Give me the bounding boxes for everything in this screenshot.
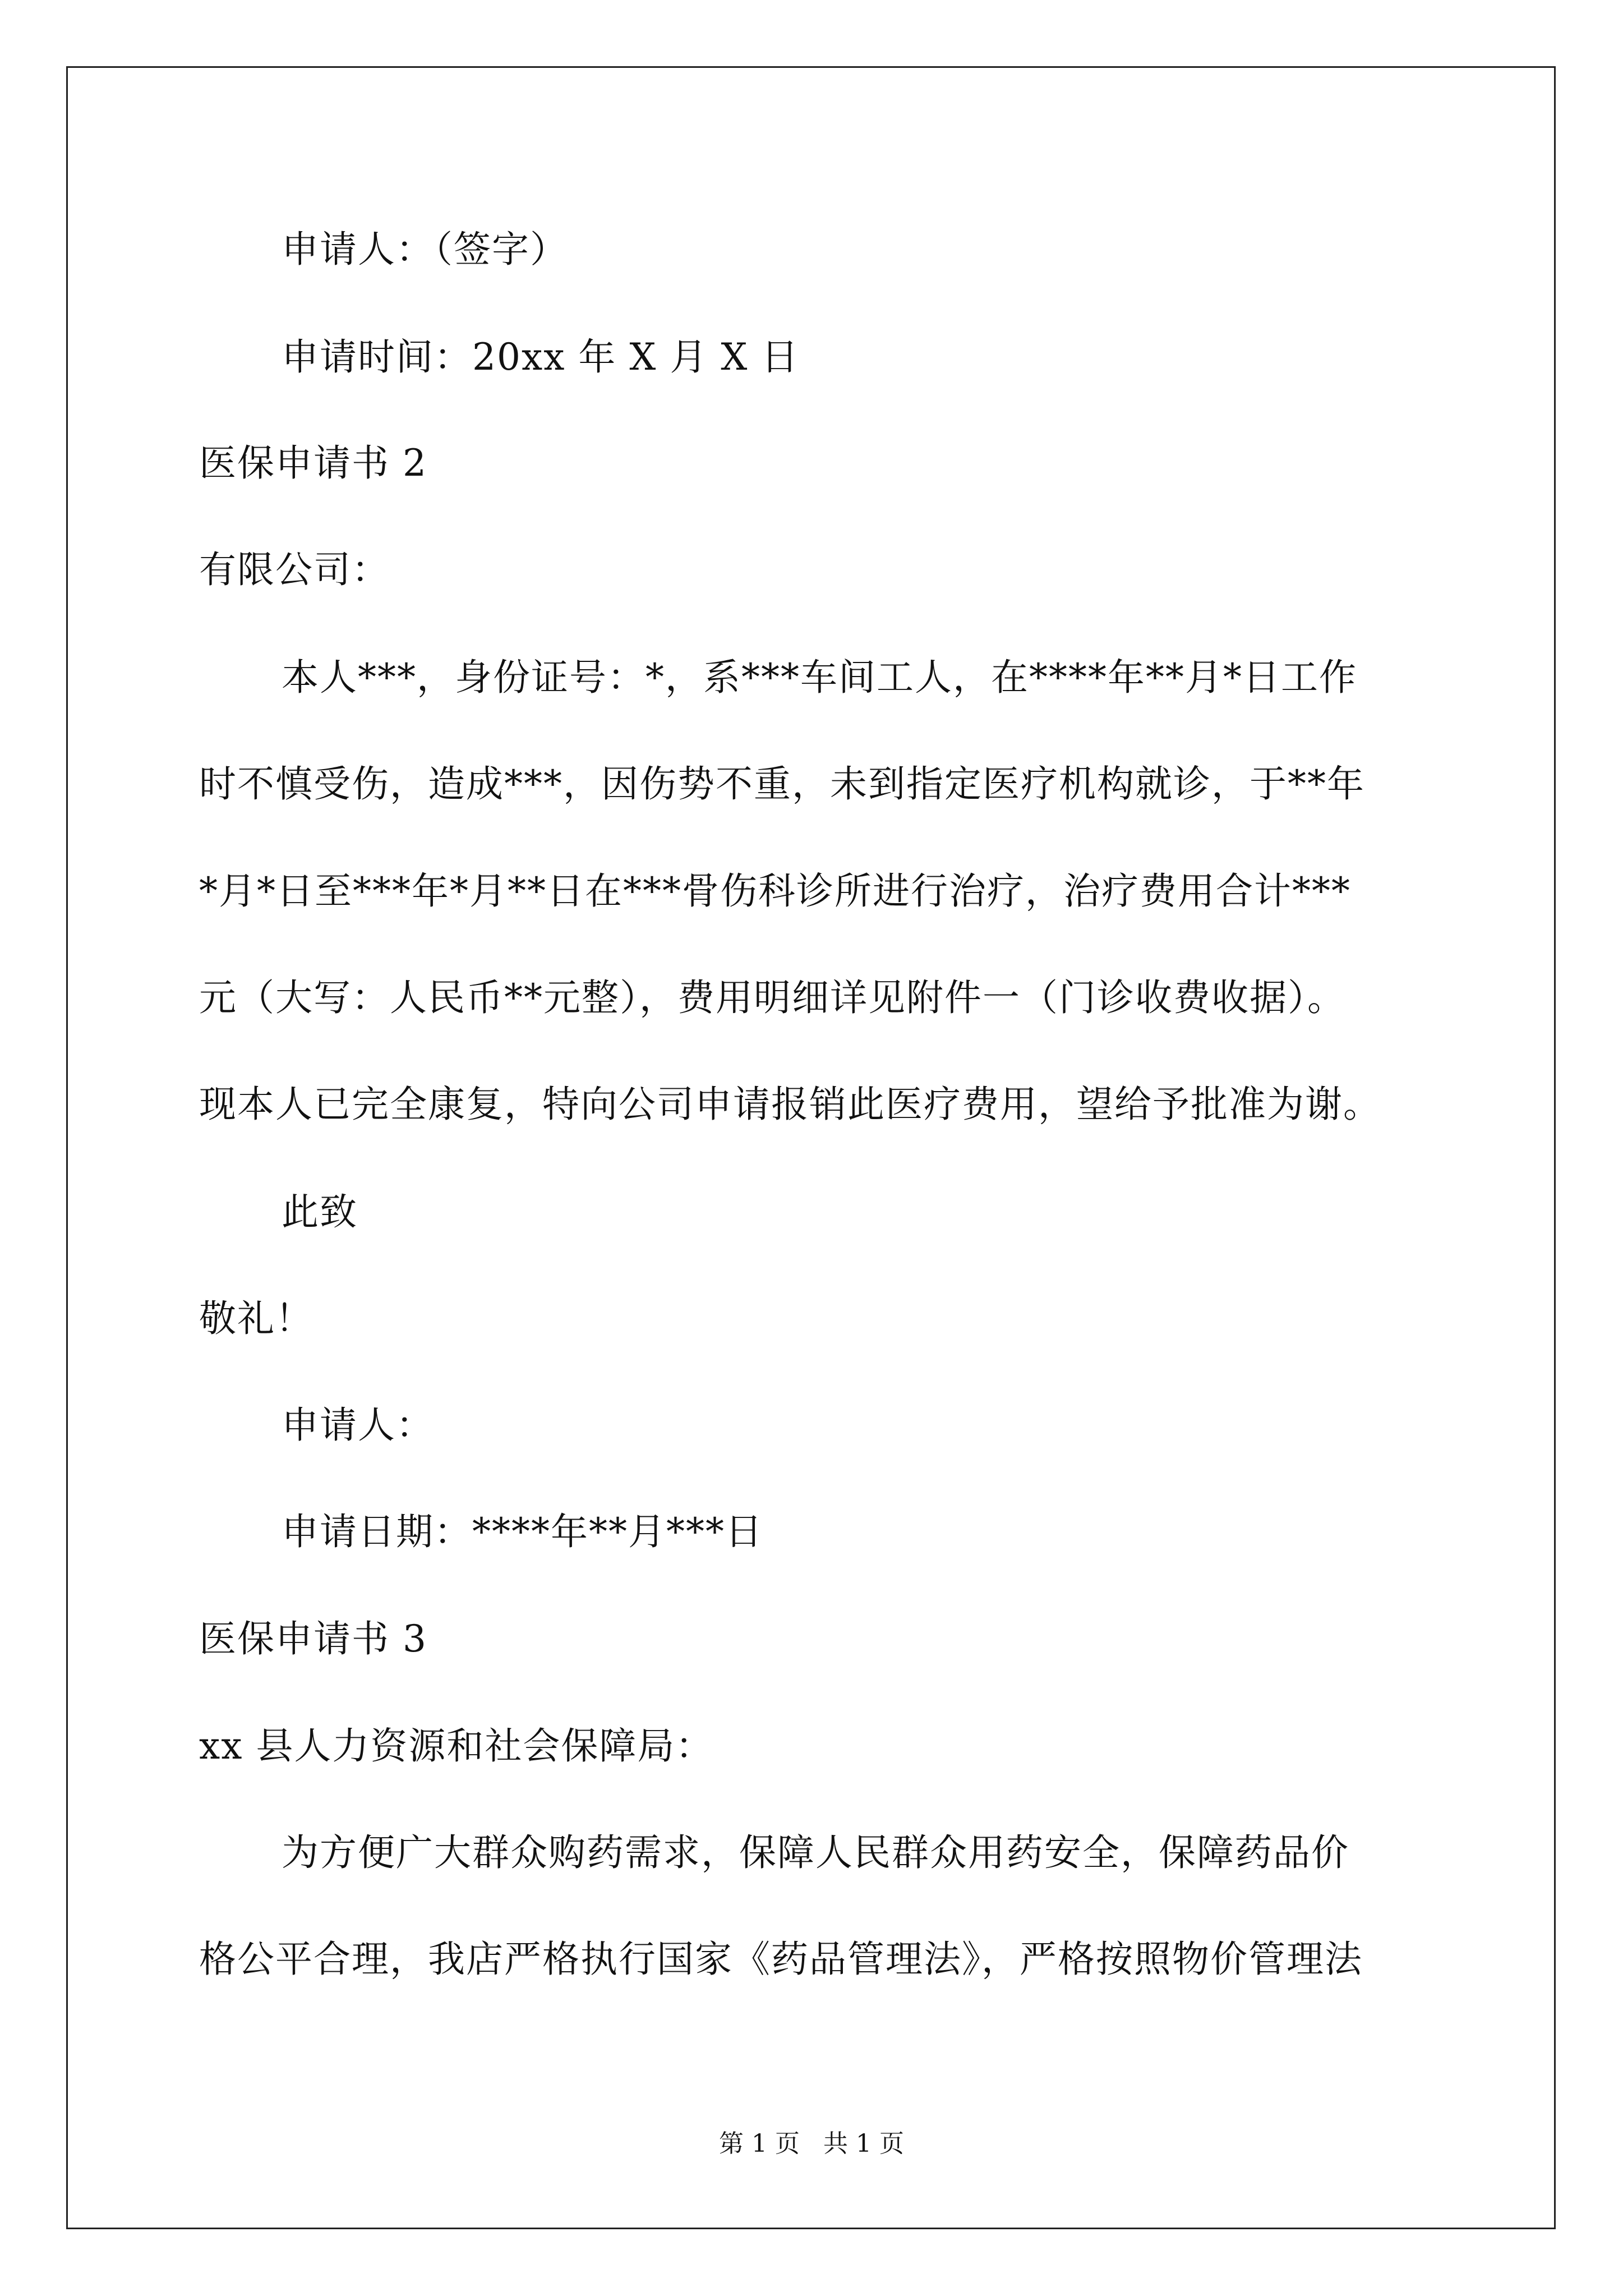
salutation-line: 敬礼！: [199, 1297, 313, 1340]
body-paragraph-line: *月*日至***年*月**日在***骨伤科诊所进行治疗，治疗费用合计***: [199, 869, 1351, 913]
applicant-signature-line: 申请人：（签字）: [282, 228, 568, 271]
addressee-line: 有限公司：: [199, 548, 390, 591]
closing-line: 此致: [282, 1190, 358, 1234]
addressee-line: xx 县人力资源和社会保障局：: [199, 1724, 714, 1768]
application-time-line: 申请时间：20xx 年 X 月 X 日: [282, 335, 800, 379]
body-paragraph-line: 现本人已完全康复，特向公司申请报销此医疗费用，望给予批准为谢。: [199, 1083, 1381, 1126]
body-paragraph-line: 时不慎受伤，造成***，因伤势不重，未到指定医疗机构就诊，于**年: [199, 762, 1365, 806]
section-heading-2: 医保申请书 2: [199, 441, 427, 485]
body-paragraph-line: 元（大写：人民币**元整），费用明细详见附件一（门诊收费收据）。: [199, 976, 1345, 1019]
body-paragraph-line: 本人***，身份证号：*，系***车间工人，在****年**月*日工作: [282, 656, 1357, 699]
body-paragraph-line: 为方便广大群众购药需求，保障人民群众用药安全，保障药品价: [282, 1831, 1349, 1874]
application-date-line: 申请日期：****年**月***日: [282, 1510, 763, 1553]
applicant-line: 申请人：: [282, 1404, 434, 1447]
section-heading-3: 医保申请书 3: [199, 1617, 427, 1660]
body-paragraph-line: 格公平合理，我店严格执行国家《药品管理法》，严格按照物价管理法: [199, 1938, 1363, 1981]
page-footer: 第 1 页 共 1 页: [719, 2129, 904, 2158]
page-border: [66, 66, 1556, 2229]
